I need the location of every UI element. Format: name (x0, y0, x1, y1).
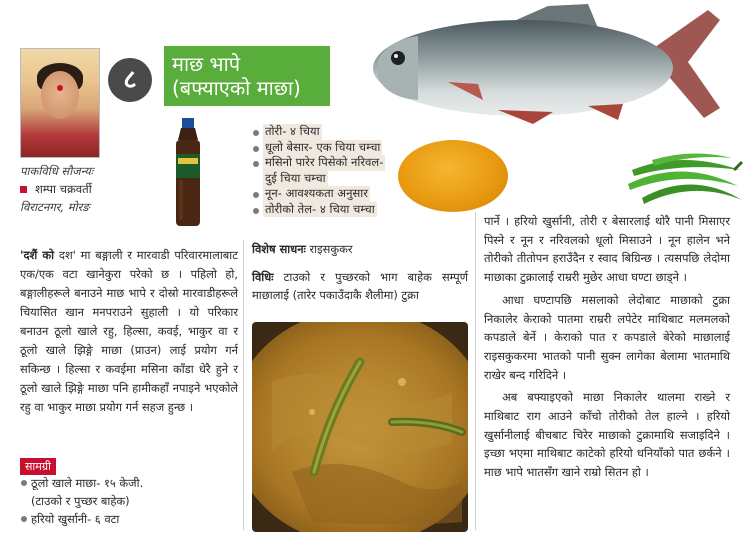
list-item: मसिनो पारेर पिसेको नरिवल- (252, 155, 422, 171)
recipe-title (164, 46, 330, 106)
method-paragraph-3: अब बफ्याइएको माछा निकालेर थालमा राख्ने र माथिबाट राग आउने काँचो तोरीको तेल हाल्ने । हरियो खुर्सानीलाई बीचबाट चिरेर माछाको टुक्रामाथि सजाइदिने । इच्छा भएमा माथिबाट काटेको हरियो धनियाँको पात छर्कने । माछ भापे भातसँग खाने राम्रो सितन हो । (484, 390, 730, 480)
intro-text: दश' मा बङ्गाली र मारवाडी परिवारमालाबाट एक/एक वटा खानेकुरा परेको छ । पहिलो हो, बङ्गालीहरूले बनाउने माछ भापे र दोस्रो मारवाडीहरूले चियासित खान मनपराउने सुहाली । यो परिकार बनाउन ठूलो खाले रहु, हिल्सा, कवई, भाकुर वा र ठूलो खाले झिङ्गे माछा (प्राउन) लाई प्रयोग गर्न सकिन्छ । हिल्सा र कवईमा मसिना काँडा धेरै हुने र ठूलो खाले झिङ्गे माछा पनि हामीकहाँ नपाइने भएकोले रहु वा भाकुर माछा प्रयोग गर्न सहज हुन्छ । (20, 248, 238, 414)
dish-photo (252, 322, 468, 532)
chef-portrait (20, 48, 100, 158)
method-label: विधिः (252, 270, 274, 284)
method-paragraph (252, 268, 468, 304)
chef-name-row (20, 180, 210, 198)
ingredient-list (20, 474, 240, 528)
list-item-continuation: (टाउको र पुच्छर बाहेक) (31, 494, 130, 508)
list-item: हरियो खुर्सानी- ६ वटा (20, 510, 240, 528)
special-equipment-label: विशेष साधनः (252, 242, 306, 256)
list-item: ठूलो खाले माछा- १५ केजी. (20, 474, 240, 492)
intro-lead: 'दशैं को (20, 248, 55, 262)
chef-name: शम्पा चक्रवर्ती (35, 182, 92, 196)
list-item-continuation: दुई चिया चम्चा (265, 170, 326, 185)
list-item: नून- आवश्यकता अनुसार (252, 186, 422, 202)
courtesy-label: पाकविधि सौजन्यः (20, 164, 94, 178)
recipe-credits (20, 162, 210, 216)
fish-image (348, 0, 748, 130)
recipe-number-badge: ८ (108, 58, 152, 102)
intro-paragraph (20, 246, 238, 417)
special-equipment-value: राइसकुकर (305, 242, 353, 256)
list-item: तोरीको तेल- ४ चिया चम्चा (252, 202, 422, 218)
column-divider (475, 212, 476, 530)
recipe-title-line2: (बफ्याएको माछा) (172, 76, 301, 100)
method-text: टाउको र पुच्छरको भाग बाहेक सम्पूर्ण माछालाई (तारेर पकाउँदाकै शैलीमा) टुक्रा (252, 270, 468, 302)
red-square-icon (20, 186, 27, 193)
method-paragraph-1: पार्ने । हरियो खुर्सानी, तोरी र बेसारलाई थोरै पानी मिसाएर पिस्ने र नून र नरिवलको धूलो मिसाउने । नून हालेन भने तोरीको तीतोपन हराउँदैन र स्वाद बिग्रिन्छ । त्यसपछि लेदोमा माछाका टुक्रालाई राम्ररी मुछेर आधा घण्टा छाड्ने । (484, 214, 730, 285)
list-item: धूलो बेसार- एक चिया चम्चा (252, 140, 422, 156)
list-item: तोरी- ४ चिया (252, 124, 422, 140)
recipe-title-line1: माछ भापे (172, 52, 241, 76)
chef-location: विराटनगर, मोरङ (20, 200, 90, 214)
method-continuation (484, 212, 730, 482)
method-paragraph-2: आधा घण्टापछि मसलाको लेदोबाट माछाको टुक्रा निकालेर केराको पातमा राम्ररी लपेटेर माथिबाट मलमलको कपडाले बेर्ने । केराको पात र कपडाले बेरेको माछालाई राइसकुकरमा भातको पानी सुक्न लागेका बेलामा भातमाथि राखेर बन्द गरिदिने । (484, 292, 730, 382)
ingredients-label: सामग्री (20, 458, 56, 475)
top-ingredient-list (252, 124, 422, 217)
special-equipment (252, 240, 468, 258)
column-divider (243, 240, 244, 530)
green-chillies-image (622, 140, 748, 210)
